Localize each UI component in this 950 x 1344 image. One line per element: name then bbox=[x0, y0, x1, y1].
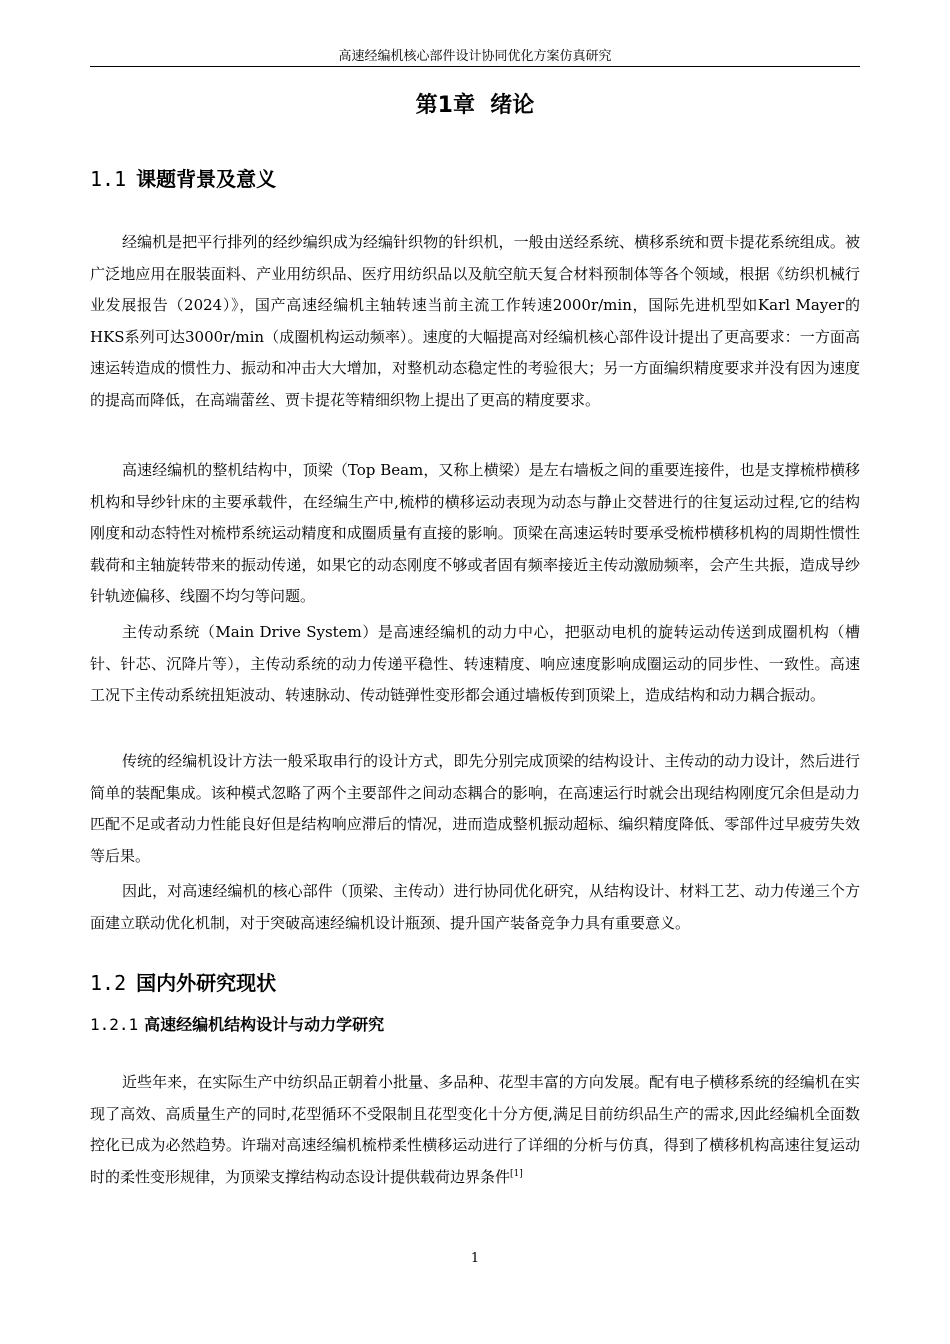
paragraph-6 bbox=[90, 1067, 860, 1193]
chapter-title: 第1章 绪论 bbox=[415, 93, 535, 118]
paragraph-text: 近些年来，在实际生产中纺织品正朝着小批量、多品种、花型丰富的方向发展。配有电子横移系统的经编机在实现了高效、高质量生产的同时,花型循环不受限制且花型变化十分方便,满足目前纺织品生产的需求,因此经编机全面数控化已成为必然趋势。许瑞对高速经编机梳栉柔性横移运动进行了详细的分析与仿真，得到了横移机构高速往复运动时的柔性变形规律，为顶梁支撑结构动态设计提供载荷边界条件 bbox=[90, 1073, 860, 1186]
section-title: 课题背景及意义 bbox=[136, 167, 277, 191]
page-number: 1 bbox=[470, 1251, 480, 1266]
section-heading-1-1 bbox=[90, 164, 276, 194]
section-number: 1.1 bbox=[90, 167, 127, 191]
running-header: 高速经编机核心部件设计协同优化方案仿真研究 bbox=[338, 49, 612, 64]
citation-marker: [1] bbox=[510, 1168, 523, 1179]
paragraph-2: 高速经编机的整机结构中，顶梁（Top Beam，又称上横梁）是左右墙板之间的重要连接件，也是支撑梳栉横移机构和导纱针床的主要承载件，在经编生产中,梳栉的横移运动表现为动态与静止交替进行的往复运动过程,它的结构刚度和动态特性对梳栉系统运动精度和成圈质量有直接的影响。顶梁在高速运转时要承受梳栉横移机构的周期性惯性载荷和主轴旋转带来的振动传递，如果它的动态刚度不够或者固有频率接近主传动激励频率，会产生共振，造成导纱针轨迹偏移、线圈不均匀等问题。 bbox=[90, 461, 860, 605]
paragraph-5: 因此，对高速经编机的核心部件（顶梁、主传动）进行协同优化研究，从结构设计、材料工艺、动力传递三个方面建立联动优化机制，对于突破高速经编机设计瓶颈、提升国产装备竞争力具有重要意义。 bbox=[90, 882, 860, 932]
section-number: 1.2 bbox=[90, 971, 127, 995]
header-rule bbox=[90, 66, 860, 67]
paragraph-3: 主传动系统（Main Drive System）是高速经编机的动力中心，把驱动电机的旋转运动传送到成圈机构（槽针、针芯、沉降片等），主传动系统的动力传递平稳性、转速精度、响应速度影响成圈运动的同步性、一致性。高速工况下主传动系统扭矩波动、转速脉动、传动链弹性变形都会通过墙板传到顶梁上，造成结构和动力耦合振动。 bbox=[90, 623, 860, 704]
paragraph-1: 经编机是把平行排列的经纱编织成为经编针织物的针织机，一般由送经系统、横移系统和贾卡提花系统组成。被广泛地应用在服装面料、产业用纺织品、医疗用纺织品以及航空航天复合材料预制体等各个领域，根据《纺织机械行业发展报告（2024）》，国产高速经编机主轴转速当前主流工作转速2000r/min，国际先进机型如Karl Mayer的HKS系列可达3000r/min（成圈机构运动频率）。速度的大幅提高对经编机核心部件设计提出了更高要求：一方面高速运转造成的惯性力、振动和冲击大大增加，对整机动态稳定性的考验很大；另一方面编织精度要求并没有因为速度的提高而降低，在高端蕾丝、贾卡提花等精细织物上提出了更高的精度要求。 bbox=[90, 233, 860, 409]
paragraph-4: 传统的经编机设计方法一般采取串行的设计方式，即先分别完成顶梁的结构设计、主传动的动力设计，然后进行简单的装配集成。该种模式忽略了两个主要部件之间动态耦合的影响，在高速运行时就会出现结构刚度冗余但是动力匹配不足或者动力性能良好但是结构响应滞后的情况，进而造成整机振动超标、编织精度降低、零部件过早疲劳失效等后果。 bbox=[90, 752, 860, 865]
section-title: 国内外研究现状 bbox=[136, 971, 277, 995]
subsection-heading-1-2-1 bbox=[90, 1012, 384, 1038]
subsection-title: 高速经编机结构设计与动力学研究 bbox=[144, 1015, 385, 1034]
subsection-number: 1.2.1 bbox=[90, 1015, 139, 1034]
section-heading-1-2 bbox=[90, 968, 276, 998]
